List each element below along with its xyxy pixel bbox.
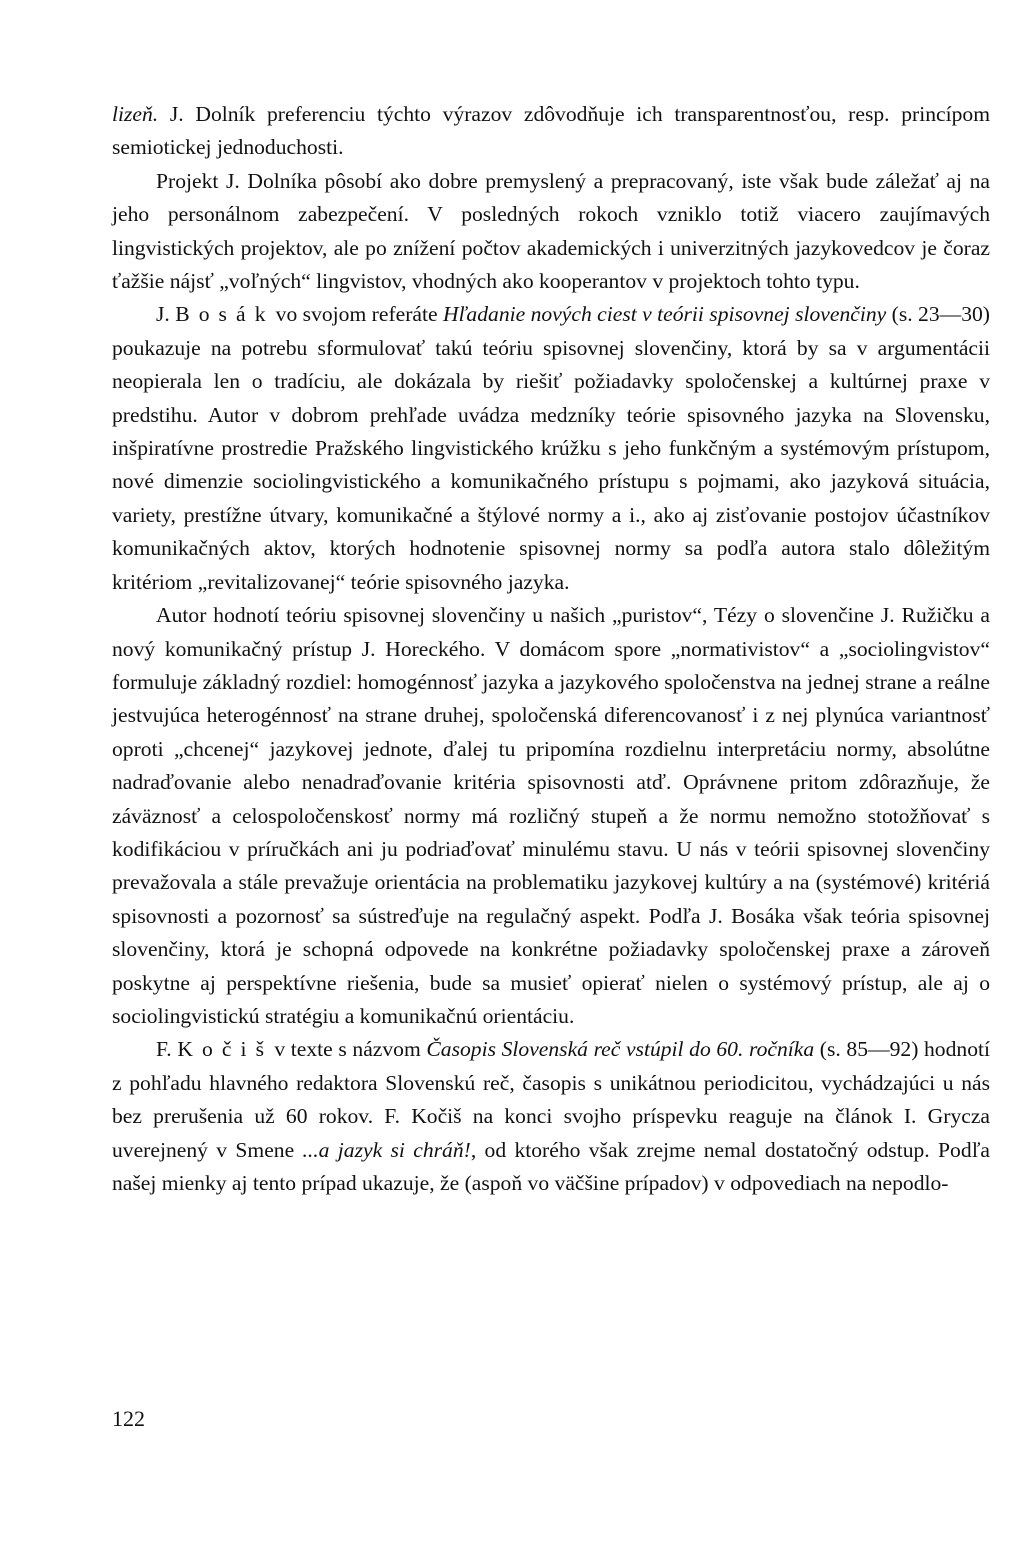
paragraph-5 [112,1033,990,1200]
paragraph-3 [112,298,990,599]
author-surname-kocis: Kočiš [177,1037,274,1062]
paragraph-1 [112,98,990,165]
author-initial-kocis: F. [156,1037,172,1062]
paragraph-2-text: Projekt J. Dolníka pôsobí ako dobre premyslený a prepracovaný, iste však bude záležať aj na jeho personálnom zabezpečení. V posledných rokoch vzniklo totiž viacero zaujímavých lingvistických projektov, ale po znížení počtov akademických i univerzitných jazykovedcov je čoraz ťažšie nájsť „voľných“ lingvistov, vhodných ako kooperantov v projektoch tohto typu. [112,168,990,294]
italic-word-lizen: lizeň. [112,102,159,126]
paragraph-2 [112,165,990,299]
paragraph-1-text: J. Dolník preferenciu týchto výrazov zdôvodňuje ich transparentnosťou, resp. princípom semiotickej jednoduchosti. [112,102,990,160]
paragraph-3-intro: vo svojom referáte [270,302,443,327]
paragraph-3-text: (s. 23—30) poukazuje na potrebu sformulovať takú teóriu spisovnej slovenčiny, ktorá by sa v argumentácii neopierala len o tradíciu, ale dokázala by riešiť požiadavky spoločenskej a kultúrnej praxe v predstihu. Autor v dobrom prehľade uvádza medzníky teórie spisovného jazyka na Slovensku, inšpiratívne prostredie Pražského lingvistického krúžku s jeho funkčným a systémovým prístupom, nové dimenzie sociolingvistického a komunikačného prístupu s pojmami, ako jazyková situácia, variety, prestížne útvary, komunikačné a štýlové normy a i., ako aj zisťovanie postojov účastníkov komunikačných aktov, ktorých hodnotenie spisovnej normy sa podľa autora stalo dôležitým kritériom „revitalizovanej“ teórie spisovného jazyka. [112,302,990,594]
paragraph-5-intro: v texte s názvom [268,1037,427,1062]
author-initial-bosak: J. [156,302,170,327]
quoted-title-smena: ...a jazyk si chráň! [302,1137,471,1162]
paragraph-5-text-b: , od ktorého však zrejme nemal dostatočný odstup. Podľa našej mienky aj tento prípad ukazuje, že (aspoň vo väčšine prípadov) v odpovediach na nepodlo- [112,1137,990,1195]
referat-title-bosak: Hľadanie nových ciest v teórii spisovnej slovenčiny [442,302,887,327]
page-body [112,98,990,1200]
paragraph-4 [112,599,990,1033]
author-surname-bosak: Bosák [175,302,275,327]
article-title-kocis: Časopis Slovenská reč vstúpil do 60. ročníka [426,1037,815,1062]
page-number: 122 [112,1406,145,1431]
paragraph-4-text: Autor hodnotí teóriu spisovnej slovenčiny u našich „puristov“, Tézy o slovenčine J. Ružičku a nový komunikačný prístup J. Horeckého. V domácom spore „normativistov“ a „sociolingvistov“ formuluje základný rozdiel: homogénnosť jazyka a jazykového spoločenstva na jednej strane a reálne jestvujúca heterogénnosť na strane druhej, spoločenská diferencovanosť i z nej plynúca variantnosť oproti „chcenej“ jazykovej jednote, ďalej tu pripomína rozdielnu interpretáciu normy, absolútne nadraďovanie alebo nenadraďovanie kritéria spisovnosti atď. Oprávnene pritom zdôrazňuje, že záväznosť a celospoločenskosť normy má rozličný stupeň a že normu nemožno stotožňovať s kodifikáciou v príručkách ani ju podriaďovať minulému stavu. U nás v teórii spisovnej slovenčiny prevažovala a stále prevažuje orientácia na problematiku jazykovej kultúry a na (systémové) kritériá spisovnosti a pozornosť sa sústreďuje na regulačný aspekt. Podľa J. Bosáka však teória spisovnej slovenčiny, ktorá je schopná odpovede na konkrétne požiadavky spoločenskej praxe a zároveň poskytne aj perspektívne riešenia, bude sa musieť opierať nielen o systémový prístup, ale aj o sociolingvistickú stratégiu a komunikačnú orientáciu. [112,603,990,1028]
paragraph-5-text-a: (s. 85—92) hodnotí z pohľadu hlavného redaktora Slovenskú reč, časopis s unikátnou periodicitou, vychádzajúci u nás bez prerušenia už 60 rokov. F. Kočiš na konci svojho príspevku reaguje na článok I. Grycza uverejnený v Smene [112,1037,990,1162]
